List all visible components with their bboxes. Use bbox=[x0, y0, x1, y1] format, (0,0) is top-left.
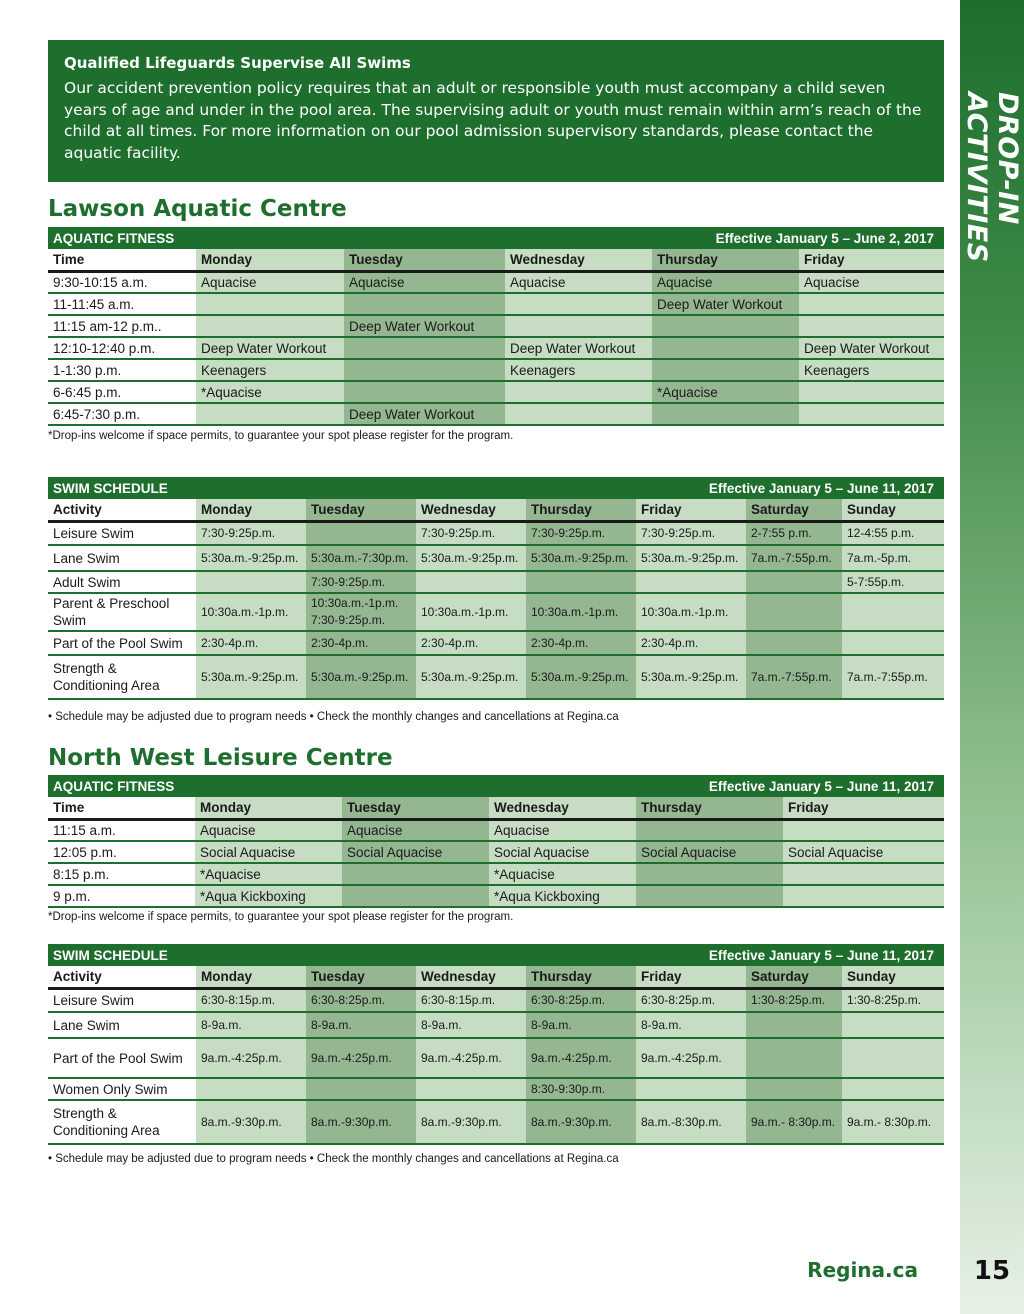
schedule-cell: 10:30a.m.-1p.m. bbox=[526, 593, 636, 631]
schedule-cell: Deep Water Workout bbox=[344, 403, 505, 425]
schedule-cell: 5:30a.m.-9:25p.m. bbox=[196, 545, 306, 571]
schedule-cell: Social Aquacise bbox=[783, 841, 944, 863]
row-label: 11:15 a.m. bbox=[48, 819, 195, 841]
schedule-cell bbox=[842, 1012, 944, 1038]
schedule-cell: 7:30-9:25p.m. bbox=[636, 521, 746, 545]
table-row bbox=[48, 545, 944, 571]
column-header: Tuesday bbox=[306, 499, 416, 521]
schedule-cell: 5-7:55p.m. bbox=[842, 571, 944, 593]
schedule-cell: 10:30a.m.-1p.m. bbox=[636, 593, 746, 631]
table-row bbox=[48, 841, 944, 863]
row-label: Strength & Conditioning Area bbox=[48, 655, 196, 699]
column-header: Tuesday bbox=[306, 966, 416, 988]
column-header: Time bbox=[48, 249, 196, 271]
row-label: Part of the Pool Swim bbox=[48, 631, 196, 655]
schedule-cell: 6:30-8:25p.m. bbox=[306, 988, 416, 1012]
schedule-cell: 10:30a.m.-1p.m. 7:30-9:25p.m. bbox=[306, 593, 416, 631]
schedule-cell: 12-4:55 p.m. bbox=[842, 521, 944, 545]
page-number: 15 bbox=[973, 1256, 1011, 1286]
column-header: Thursday bbox=[636, 797, 783, 819]
schedule-cell bbox=[306, 521, 416, 545]
schedule-cell: Keenagers bbox=[196, 359, 344, 381]
table-row bbox=[48, 593, 944, 631]
northwest-fitness-table bbox=[48, 775, 944, 908]
schedule-cell bbox=[799, 403, 944, 425]
column-header: Saturday bbox=[746, 499, 842, 521]
table-row bbox=[48, 631, 944, 655]
schedule-cell: Aquacise bbox=[344, 271, 505, 293]
table-title: SWIM SCHEDULE bbox=[48, 477, 526, 499]
schedule-cell: 5:30a.m.-9:25p.m. bbox=[526, 545, 636, 571]
table-row bbox=[48, 403, 944, 425]
schedule-cell: 9a.m.- 8:30p.m. bbox=[746, 1100, 842, 1144]
schedule-cell bbox=[196, 315, 344, 337]
schedule-cell bbox=[652, 315, 799, 337]
column-header: Saturday bbox=[746, 966, 842, 988]
schedule-cell: *Aquacise bbox=[652, 381, 799, 403]
schedule-cell: 5:30a.m.-9:25p.m. bbox=[416, 655, 526, 699]
table-row bbox=[48, 819, 944, 841]
schedule-cell: *Aquacise bbox=[489, 863, 636, 885]
row-label: 11:15 am-12 p.m.. bbox=[48, 315, 196, 337]
schedule-cell bbox=[652, 359, 799, 381]
table-row bbox=[48, 988, 944, 1012]
table-row bbox=[48, 359, 944, 381]
schedule-cell bbox=[799, 293, 944, 315]
schedule-cell bbox=[799, 315, 944, 337]
schedule-cell bbox=[746, 631, 842, 655]
schedule-cell bbox=[636, 885, 783, 907]
schedule-cell: 2:30-4p.m. bbox=[636, 631, 746, 655]
column-header: Friday bbox=[636, 499, 746, 521]
schedule-cell: 6:30-8:15p.m. bbox=[416, 988, 526, 1012]
lifeguard-notice bbox=[48, 40, 944, 182]
facility-heading-lawson: Lawson Aquatic Centre bbox=[48, 196, 347, 222]
schedule-cell: *Aquacise bbox=[195, 863, 342, 885]
table-row bbox=[48, 337, 944, 359]
schedule-cell: 8-9a.m. bbox=[196, 1012, 306, 1038]
schedule-cell bbox=[746, 1038, 842, 1078]
table-title: AQUATIC FITNESS bbox=[48, 227, 505, 249]
schedule-cell: Keenagers bbox=[505, 359, 652, 381]
schedule-cell: 7a.m.-5p.m. bbox=[842, 545, 944, 571]
table-row bbox=[48, 381, 944, 403]
schedule-cell bbox=[344, 293, 505, 315]
column-header: Sunday bbox=[842, 966, 944, 988]
schedule-cell: 8-9a.m. bbox=[526, 1012, 636, 1038]
schedule-cell: 8-9a.m. bbox=[416, 1012, 526, 1038]
schedule-cell: 8a.m.-9:30p.m. bbox=[416, 1100, 526, 1144]
schedule-cell bbox=[842, 593, 944, 631]
schedule-cell: 2:30-4p.m. bbox=[526, 631, 636, 655]
schedule-cell: 2-7:55 p.m. bbox=[746, 521, 842, 545]
column-header: Monday bbox=[195, 797, 342, 819]
schedule-cell: Aquacise bbox=[652, 271, 799, 293]
row-label: 8:15 p.m. bbox=[48, 863, 195, 885]
table-row bbox=[48, 885, 944, 907]
schedule-cell: 7:30-9:25p.m. bbox=[306, 571, 416, 593]
schedule-cell bbox=[416, 571, 526, 593]
schedule-cell bbox=[344, 359, 505, 381]
row-label: 9:30-10:15 a.m. bbox=[48, 271, 196, 293]
schedule-cell: 7:30-9:25p.m. bbox=[196, 521, 306, 545]
schedule-cell: 9a.m.-4:25p.m. bbox=[526, 1038, 636, 1078]
table-row bbox=[48, 655, 944, 699]
schedule-cell: 2:30-4p.m. bbox=[196, 631, 306, 655]
table-row bbox=[48, 293, 944, 315]
column-header: Activity bbox=[48, 499, 196, 521]
schedule-cell: Aquacise bbox=[505, 271, 652, 293]
table-row bbox=[48, 1012, 944, 1038]
schedule-cell bbox=[505, 293, 652, 315]
effective-dates: Effective January 5 – June 11, 2017 bbox=[526, 944, 944, 966]
schedule-cell: 7:30-9:25p.m. bbox=[526, 521, 636, 545]
schedule-cell: 7:30-9:25p.m. bbox=[416, 521, 526, 545]
table-row bbox=[48, 863, 944, 885]
schedule-cell: 7a.m.-7:55p.m. bbox=[746, 545, 842, 571]
schedule-cell bbox=[196, 403, 344, 425]
column-header: Activity bbox=[48, 966, 196, 988]
row-label: 6:45-7:30 p.m. bbox=[48, 403, 196, 425]
schedule-cell bbox=[842, 631, 944, 655]
schedule-cell: 5:30a.m.-9:25p.m. bbox=[526, 655, 636, 699]
column-header: Monday bbox=[196, 966, 306, 988]
schedule-cell bbox=[652, 403, 799, 425]
schedule-cell: 8-9a.m. bbox=[636, 1012, 746, 1038]
column-header: Friday bbox=[783, 797, 944, 819]
schedule-cell: 8a.m.-9:30p.m. bbox=[196, 1100, 306, 1144]
schedule-cell: 8-9a.m. bbox=[306, 1012, 416, 1038]
row-label: 1-1:30 p.m. bbox=[48, 359, 196, 381]
table-row bbox=[48, 271, 944, 293]
schedule-cell: 5:30a.m.-9:25p.m. bbox=[306, 655, 416, 699]
footer-url[interactable]: Regina.ca bbox=[807, 1258, 918, 1282]
schedule-cell: Aquacise bbox=[196, 271, 344, 293]
swim-note: • Schedule may be adjusted due to program needs • Check the monthly changes and cancellations at Regina.ca bbox=[48, 711, 619, 723]
facility-heading-northwest: North West Leisure Centre bbox=[48, 745, 393, 771]
row-label: 12:05 p.m. bbox=[48, 841, 195, 863]
schedule-cell bbox=[746, 1012, 842, 1038]
schedule-cell: 7a.m.-7:55p.m. bbox=[842, 655, 944, 699]
row-label: Adult Swim bbox=[48, 571, 196, 593]
row-label: Lane Swim bbox=[48, 545, 196, 571]
swim-note: • Schedule may be adjusted due to program needs • Check the monthly changes and cancellations at Regina.ca bbox=[48, 1153, 619, 1165]
schedule-cell: 10:30a.m.-1p.m. bbox=[416, 593, 526, 631]
lawson-fitness-table bbox=[48, 227, 944, 426]
schedule-cell bbox=[783, 863, 944, 885]
schedule-cell: 1:30-8:25p.m. bbox=[746, 988, 842, 1012]
schedule-cell: 9a.m.-4:25p.m. bbox=[196, 1038, 306, 1078]
schedule-cell bbox=[505, 381, 652, 403]
notice-body: Our accident prevention policy requires that an adult or responsible youth must accompany a child seven years of age and under in the pool area. The supervising adult or youth must remain within arm’s reach of the child at all times. For more information on our pool admission supervisory standards, please contact the aquatic facility. bbox=[64, 79, 922, 162]
schedule-cell: Aquacise bbox=[799, 271, 944, 293]
schedule-cell: Social Aquacise bbox=[636, 841, 783, 863]
schedule-cell: 5:30a.m.-9:25p.m. bbox=[636, 545, 746, 571]
schedule-cell: Social Aquacise bbox=[489, 841, 636, 863]
row-label: 6-6:45 p.m. bbox=[48, 381, 196, 403]
row-label: Part of the Pool Swim bbox=[48, 1038, 196, 1078]
schedule-cell: Deep Water Workout bbox=[505, 337, 652, 359]
section-title: DROP-IN ACTIVITIES bbox=[961, 92, 1023, 263]
schedule-cell bbox=[306, 1078, 416, 1100]
schedule-cell: Social Aquacise bbox=[342, 841, 489, 863]
schedule-cell: Deep Water Workout bbox=[196, 337, 344, 359]
schedule-cell: 6:30-8:15p.m. bbox=[196, 988, 306, 1012]
table-row bbox=[48, 571, 944, 593]
schedule-cell bbox=[344, 337, 505, 359]
schedule-cell: Deep Water Workout bbox=[344, 315, 505, 337]
column-header: Thursday bbox=[652, 249, 799, 271]
schedule-cell bbox=[799, 381, 944, 403]
schedule-cell bbox=[196, 571, 306, 593]
column-header: Wednesday bbox=[416, 966, 526, 988]
column-header: Wednesday bbox=[416, 499, 526, 521]
fitness-note: *Drop-ins welcome if space permits, to guarantee your spot please register for the program. bbox=[48, 430, 514, 442]
schedule-cell bbox=[842, 1038, 944, 1078]
schedule-cell bbox=[505, 403, 652, 425]
column-header: Wednesday bbox=[505, 249, 652, 271]
notice-title: Qualified Lifeguards Supervise All Swims bbox=[64, 54, 411, 72]
column-header: Tuesday bbox=[344, 249, 505, 271]
column-header: Thursday bbox=[526, 499, 636, 521]
schedule-cell: 9a.m.-4:25p.m. bbox=[416, 1038, 526, 1078]
schedule-cell: Aquacise bbox=[195, 819, 342, 841]
schedule-cell: Aquacise bbox=[489, 819, 636, 841]
schedule-cell: 5:30a.m.-9:25p.m. bbox=[636, 655, 746, 699]
column-header: Monday bbox=[196, 249, 344, 271]
schedule-cell: 2:30-4p.m. bbox=[306, 631, 416, 655]
schedule-cell: 9a.m.-4:25p.m. bbox=[306, 1038, 416, 1078]
schedule-cell: Deep Water Workout bbox=[652, 293, 799, 315]
schedule-cell: 5:30a.m.-7:30p.m. bbox=[306, 545, 416, 571]
schedule-cell: 1:30-8:25p.m. bbox=[842, 988, 944, 1012]
schedule-cell bbox=[746, 571, 842, 593]
table-title: SWIM SCHEDULE bbox=[48, 944, 526, 966]
schedule-cell bbox=[783, 885, 944, 907]
schedule-cell bbox=[196, 1078, 306, 1100]
column-header: Tuesday bbox=[342, 797, 489, 819]
schedule-cell: 8:30-9:30p.m. bbox=[526, 1078, 636, 1100]
schedule-cell: *Aquacise bbox=[196, 381, 344, 403]
schedule-cell bbox=[505, 315, 652, 337]
schedule-cell bbox=[636, 819, 783, 841]
northwest-swim-table bbox=[48, 944, 944, 1145]
table-row bbox=[48, 1078, 944, 1100]
schedule-cell: *Aqua Kickboxing bbox=[195, 885, 342, 907]
column-header: Monday bbox=[196, 499, 306, 521]
schedule-cell bbox=[636, 863, 783, 885]
schedule-cell bbox=[652, 337, 799, 359]
effective-dates: Effective January 5 – June 11, 2017 bbox=[526, 477, 944, 499]
column-header: Friday bbox=[799, 249, 944, 271]
schedule-cell: Deep Water Workout bbox=[799, 337, 944, 359]
schedule-cell bbox=[526, 571, 636, 593]
row-label: Lane Swim bbox=[48, 1012, 196, 1038]
table-row bbox=[48, 1038, 944, 1078]
schedule-cell: 5:30a.m.-9:25p.m. bbox=[416, 545, 526, 571]
schedule-cell: 10:30a.m.-1p.m. bbox=[196, 593, 306, 631]
schedule-cell bbox=[344, 381, 505, 403]
row-label: Parent & Preschool Swim bbox=[48, 593, 196, 631]
schedule-cell: 5:30a.m.-9:25p.m. bbox=[196, 655, 306, 699]
column-header: Time bbox=[48, 797, 195, 819]
row-label: Leisure Swim bbox=[48, 521, 196, 545]
schedule-cell bbox=[636, 571, 746, 593]
schedule-cell bbox=[196, 293, 344, 315]
schedule-cell: 2:30-4p.m. bbox=[416, 631, 526, 655]
schedule-cell bbox=[416, 1078, 526, 1100]
column-header: Friday bbox=[636, 966, 746, 988]
schedule-cell: 7a.m.-7:55p.m. bbox=[746, 655, 842, 699]
row-label: 9 p.m. bbox=[48, 885, 195, 907]
table-row bbox=[48, 315, 944, 337]
schedule-cell: Aquacise bbox=[342, 819, 489, 841]
schedule-cell: Social Aquacise bbox=[195, 841, 342, 863]
row-label: Women Only Swim bbox=[48, 1078, 196, 1100]
schedule-cell bbox=[746, 593, 842, 631]
column-header: Sunday bbox=[842, 499, 944, 521]
row-label: 12:10-12:40 p.m. bbox=[48, 337, 196, 359]
schedule-cell: 8a.m.-9:30p.m. bbox=[306, 1100, 416, 1144]
schedule-cell: 6:30-8:25p.m. bbox=[526, 988, 636, 1012]
table-row bbox=[48, 521, 944, 545]
schedule-cell bbox=[342, 885, 489, 907]
row-label: Leisure Swim bbox=[48, 988, 196, 1012]
column-header: Wednesday bbox=[489, 797, 636, 819]
schedule-cell: 8a.m.-9:30p.m. bbox=[526, 1100, 636, 1144]
schedule-cell bbox=[842, 1078, 944, 1100]
schedule-cell bbox=[746, 1078, 842, 1100]
table-row bbox=[48, 1100, 944, 1144]
schedule-cell: 6:30-8:25p.m. bbox=[636, 988, 746, 1012]
schedule-cell bbox=[636, 1078, 746, 1100]
schedule-cell bbox=[783, 819, 944, 841]
schedule-cell: 9a.m.-4:25p.m. bbox=[636, 1038, 746, 1078]
schedule-cell: 8a.m.-8:30p.m. bbox=[636, 1100, 746, 1144]
row-label: 11-11:45 a.m. bbox=[48, 293, 196, 315]
row-label: Strength & Conditioning Area bbox=[48, 1100, 196, 1144]
column-header: Thursday bbox=[526, 966, 636, 988]
effective-dates: Effective January 5 – June 11, 2017 bbox=[489, 775, 944, 797]
lawson-swim-table bbox=[48, 477, 944, 700]
schedule-cell: Keenagers bbox=[799, 359, 944, 381]
schedule-cell: 9a.m.- 8:30p.m. bbox=[842, 1100, 944, 1144]
fitness-note: *Drop-ins welcome if space permits, to guarantee your spot please register for the program. bbox=[48, 911, 514, 923]
schedule-cell bbox=[342, 863, 489, 885]
schedule-cell: *Aqua Kickboxing bbox=[489, 885, 636, 907]
effective-dates: Effective January 5 – June 2, 2017 bbox=[505, 227, 944, 249]
table-title: AQUATIC FITNESS bbox=[48, 775, 489, 797]
